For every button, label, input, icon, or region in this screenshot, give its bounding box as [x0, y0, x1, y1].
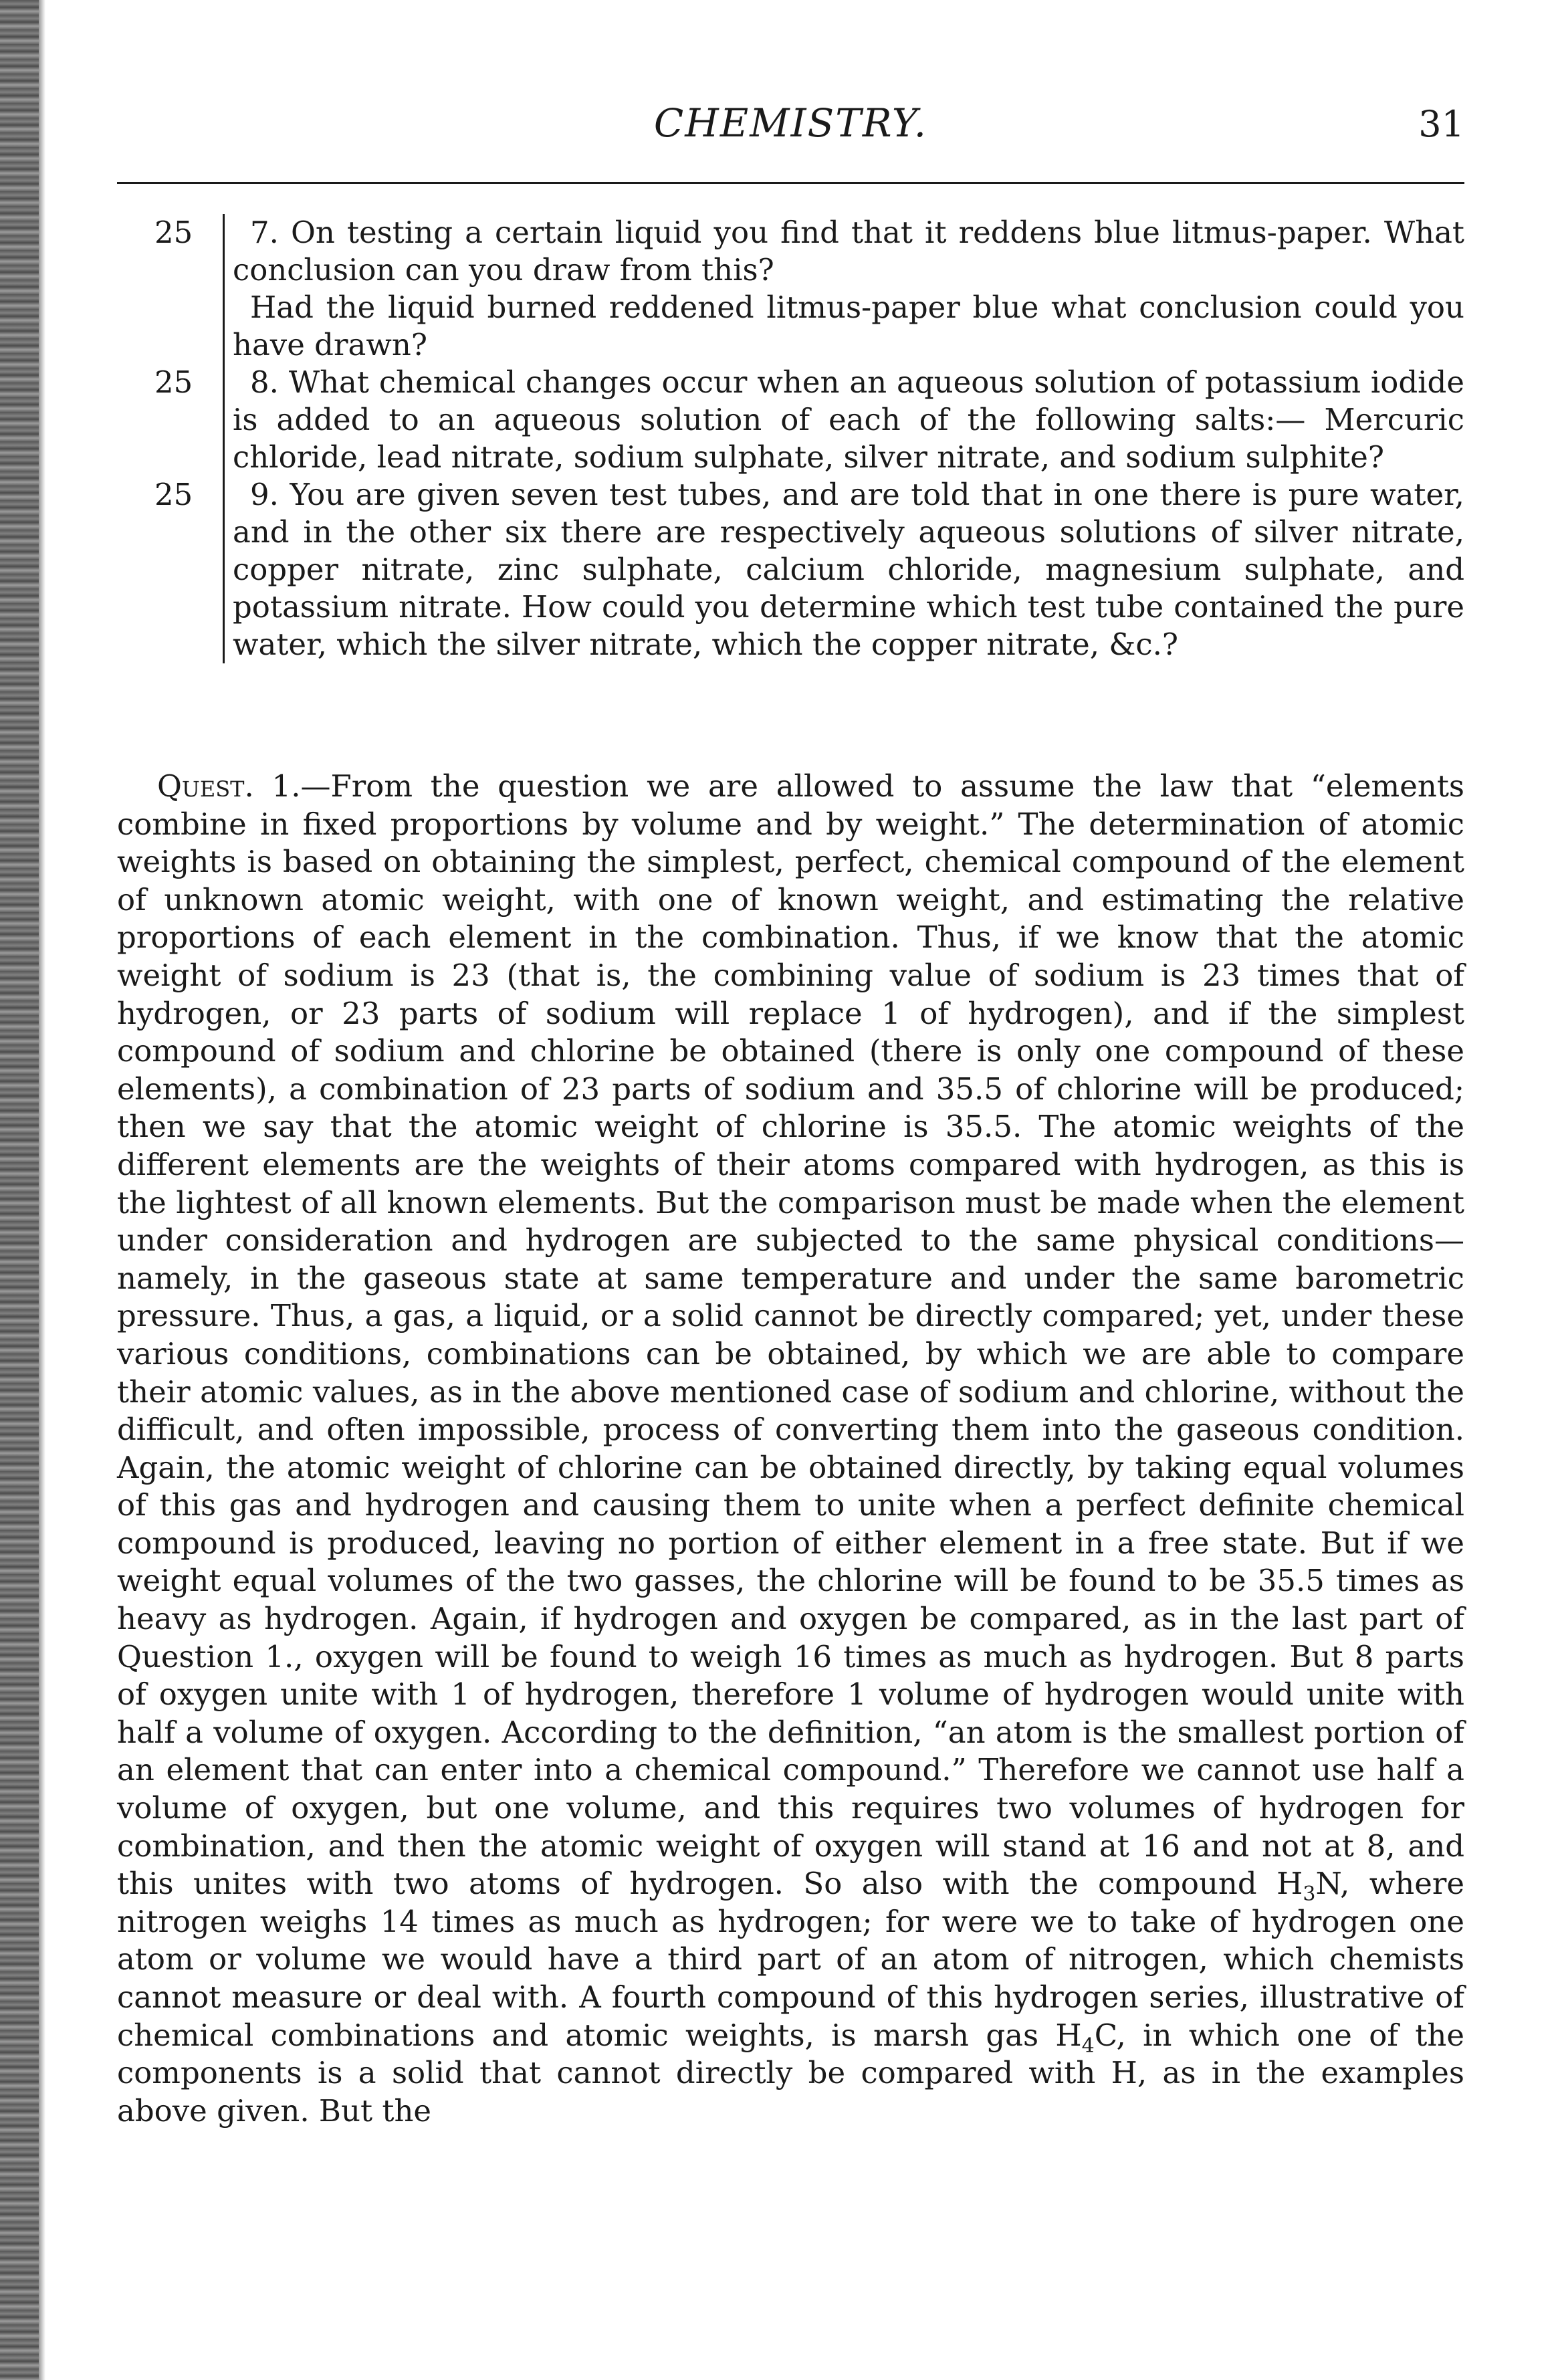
book-binding-edge [0, 0, 39, 2380]
answer-text: C, in which one of the components is a solid that cannot directly be compared with H, as in the examples above given. But the [117, 2017, 1464, 2129]
question-text [223, 476, 1464, 663]
question-9 [117, 476, 1464, 663]
question-paragraph: 8. What chemical changes occur when an aqueous solution of potassium iodide is added to an aqueous solution of each of the following salts:— Mercuric chloride, lead nitrate, sodium sulphate, silver nitrate, and sodium sulphite? [233, 364, 1464, 475]
page-header [117, 87, 1464, 154]
question-paragraph: 7. On testing a certain liquid you find that it reddens blue litmus-paper. What conclusion can you draw from this? [233, 215, 1464, 288]
subscript: 3 [1303, 1882, 1316, 1907]
binding-shadow [39, 0, 45, 2380]
question-7 [117, 214, 1464, 364]
question-text [223, 214, 1464, 364]
answer-text: —From the question we are allowed to assume the law that “elements combine in fixed proportions by volume and by weight.” The determination of atomic weights is based on obtaining the simplest, perfect, chemical compound of the element of unknown atomic weight, with one of known weight, and estimating the relative proportions of each element in the combination. Thus, if we know that the atomic weight of sodium is 23 (that is, the combining value of sodium is 23 times that of hydrogen, or 23 parts of sodium will replace 1 of hydrogen), and if the simplest compound of sodium and chlorine be obtained (there is only one compound of these elements), a combination of 23 parts of sodium and 35.5 of chlorine will be produced; then we say that the atomic weight of chlorine is 35.5. The atomic weights of the different elements are the weights of their atoms compared with hydrogen, as this is the lightest of all known elements. But the comparison must be made when the element under consideration and hydrogen are subjected to the same physical conditions— namely, in the gaseous state at same temperature and under the same barometric pressure. Thus, a gas, a liquid, or a solid cannot be directly compared; yet, under these various conditions, combinations can be obtained, by which we are able to compare their atomic values, as in the above mentioned case of sodium and chlorine, without the difficult, and often impossible, process of converting them into the gaseous condition. Again, the atomic weight of chlorine can be obtained directly, by taking equal volumes of this gas and hydrogen and causing them to unite when a perfect definite chemical compound is produced, leaving no portion of either element in a free state. But if we weight equal volumes of the two gasses, the chlorine will be found to be 35.5 times as heavy as hydrogen. Again, if hydrogen and oxygen be compared, as in the last part of Question 1., oxygen will be found to weigh 16 times as much as hydrogen. But 8 parts of oxygen unite with 1 of hydrogen, therefore 1 volume of hydrogen would unite with half a volume of oxygen. According to the definition, “an atom is the smallest portion of an element that can enter into a chemical compound.” Therefore we cannot use half a volume of oxygen, but one volume, and this requires two volumes of hydrogen for combination, and then the atomic weight of oxygen will stand at 16 and not at 8, and this unites with two atoms of hydrogen. So also with the compound H [117, 768, 1465, 1902]
answer-paragraph [117, 768, 1464, 2130]
page-number: 31 [1418, 103, 1464, 145]
question-8 [117, 364, 1464, 476]
question-marks: 25 [154, 477, 193, 512]
question-paragraph: 9. You are given seven test tubes, and are told that in one there is pure water, and in the other six there are respectively aqueous solutions of silver nitrate, copper nitrate, zinc sulphate, calcium chloride, magnesium sulphate, and potassium nitrate. How could you determine which test tube contained the pure water, which the silver nitrate, which the copper nitrate, &c.? [233, 477, 1464, 662]
question-paragraph: Had the liquid burned reddened litmus-paper blue what conclusion could you have drawn? [233, 290, 1464, 362]
answer-text: N, where nitrogen weighs 14 times as much as hydrogen; for were we to take of hydrogen one atom or volume we would have a third part of an atom of nitrogen, which chemists cannot measure or deal with. A fourth compound of this hydrogen series, illustrative of chemical combinations and atomic weights, is marsh gas H [117, 1866, 1464, 2053]
running-title: CHEMISTRY. [653, 100, 928, 146]
question-text [223, 364, 1464, 476]
subscript: 4 [1081, 2034, 1095, 2058]
question-marks: 25 [154, 215, 193, 250]
header-rule [117, 182, 1464, 184]
question-marks: 25 [154, 364, 193, 400]
answer-label: Quest. 1. [157, 768, 301, 804]
answer-section [117, 768, 1464, 2130]
exam-questions [117, 214, 1464, 663]
